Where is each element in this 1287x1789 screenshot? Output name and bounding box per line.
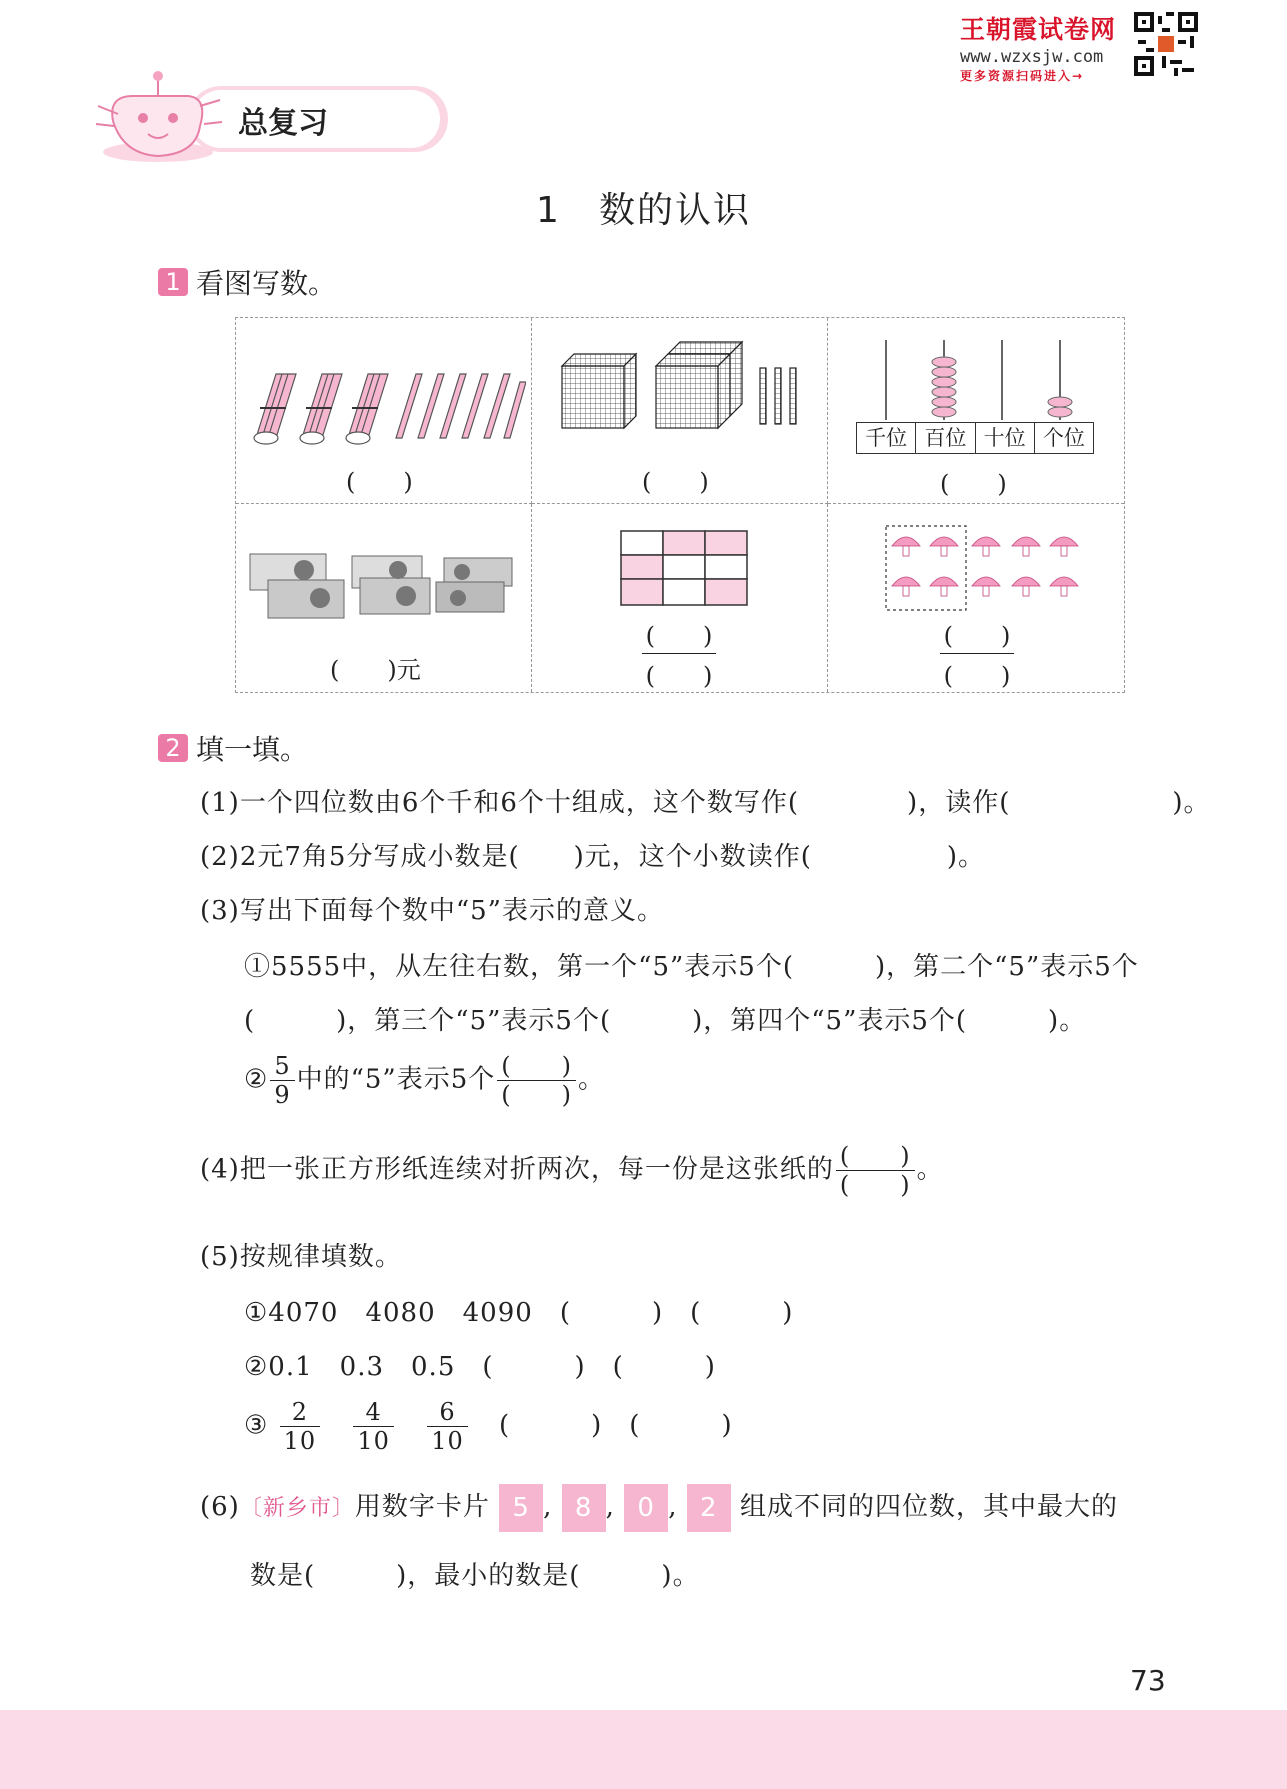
- place-label: 十位: [976, 423, 1035, 453]
- fraction-blank: [836, 1142, 915, 1199]
- digit-card: 8: [562, 1484, 606, 1532]
- numerator-blank[interactable]: ( ): [839, 1142, 911, 1170]
- digit-card: 5: [499, 1484, 543, 1532]
- q2-part4-text: (4)把一张正方形纸连续对折两次，每一份是这张纸的: [200, 1154, 834, 1185]
- fraction-five-ninths: [270, 1052, 294, 1109]
- numerator: 5: [274, 1052, 291, 1080]
- fraction: $\frac{6}{10}$: [427, 1398, 468, 1455]
- answer-blank[interactable]: ( ): [642, 468, 709, 496]
- q2-part3-a-line1: ①5555中，从左往右数，第一个“5”表示5个( )，第二个“5”表示5个: [244, 952, 1139, 982]
- denominator: 9: [274, 1081, 291, 1109]
- qr-code-icon[interactable]: [1134, 12, 1198, 76]
- chapter-title: 1 数的认识: [536, 190, 751, 231]
- place-label: 百位: [916, 423, 975, 453]
- q2-part3-b-text: 中的“5”表示5个: [296, 1064, 496, 1095]
- mascot-icon: [88, 66, 228, 166]
- base-ten-blocks-image: [560, 338, 800, 438]
- question-number: 2: [158, 734, 188, 762]
- denominator-blank[interactable]: ( ): [839, 1171, 911, 1199]
- banknotes-image: [248, 552, 524, 622]
- fraction-answer: [940, 616, 1014, 691]
- brand-name: 王朝霞试卷网: [960, 15, 1117, 44]
- cell-blocks: [532, 318, 828, 504]
- answer-blanks[interactable]: ( ) ( ): [499, 1410, 733, 1441]
- denominator-blank[interactable]: ( ): [501, 1081, 572, 1109]
- section-tab-label: 总复习: [238, 106, 328, 141]
- mushrooms-image: [884, 524, 1084, 612]
- denominator-blank[interactable]: ( ): [943, 662, 1011, 690]
- fraction-answer: [642, 616, 716, 691]
- question-number: 1: [158, 268, 188, 296]
- q2-part3-a-line2: ( )，第三个“5”表示5个( )，第四个“5”表示5个( )。: [244, 1006, 1087, 1036]
- place-label: 千位: [857, 423, 916, 453]
- place-label: 个位: [1042, 426, 1085, 450]
- q2-part3: (3)写出下面每个数中“5”表示的意义。: [200, 896, 664, 926]
- q2-part5-b: ②0.1 0.3 0.5 ( ) ( ): [244, 1352, 716, 1382]
- fraction-blank: [497, 1052, 576, 1109]
- q2-part1: (1)一个四位数由6个千和6个十组成，这个数写作( )，读作( )。: [200, 788, 1211, 818]
- q2-part5-a: ①4070 4080 4090 ( ) ( ): [244, 1298, 794, 1328]
- q2-part2: (2)2元7角5分写成小数是( )元，这个小数读作( )。: [200, 842, 986, 872]
- cell-fraction-grid: [532, 504, 828, 692]
- question-title: 看图写数。: [196, 267, 337, 300]
- fraction: $\frac{4}{10}$: [353, 1398, 394, 1455]
- question-title: 填一填。: [196, 733, 309, 766]
- region-tag: 〔新乡市〕: [239, 1496, 355, 1521]
- section-tab: [88, 80, 388, 160]
- cell-abacus: [828, 318, 1124, 504]
- denominator-blank[interactable]: ( ): [645, 662, 713, 690]
- answer-blank-yuan[interactable]: ( )元: [330, 656, 421, 684]
- q2-part5: (5)按规律填数。: [200, 1242, 402, 1272]
- picture-grid: [235, 317, 1125, 693]
- item-marker: ③: [244, 1410, 269, 1441]
- cell-mushrooms: [828, 504, 1124, 692]
- cell-sticks: [236, 318, 532, 504]
- digit-card: 0: [624, 1484, 668, 1532]
- page-number: 73: [1130, 1664, 1166, 1697]
- shaded-rectangle-image: [620, 530, 748, 606]
- numerator-blank[interactable]: ( ): [645, 622, 713, 650]
- stick-bundles-image: [246, 368, 526, 448]
- numerator-blank[interactable]: ( ): [501, 1052, 572, 1080]
- question-2-heading: [158, 728, 308, 768]
- fraction: $\frac{2}{10}$: [280, 1398, 321, 1455]
- abacus-place-labels: [856, 422, 1094, 454]
- q2-part3-b: ② $\frac{5}{9}$ 中的“5”表示5个 $\frac{( )}{( )}$ 。: [244, 1052, 606, 1109]
- q2-part5-c: [244, 1398, 733, 1455]
- brand-tip: 更多资源扫码进入→: [960, 69, 1085, 83]
- answer-blank[interactable]: ( ): [940, 470, 1007, 498]
- q2-part4: (4)把一张正方形纸连续对折两次，每一份是这张纸的 $\frac{( )}{( )}$ 。: [200, 1142, 944, 1199]
- q2-part6-line2: 数是( )，最小的数是( )。: [250, 1561, 700, 1591]
- question-1-heading: [158, 262, 336, 302]
- q2-part6: (6)〔新乡市〕用数字卡片 5 , 8 , 0 , 2 组成不同的四位数，其中最大的: [200, 1484, 1118, 1532]
- abacus-image: [856, 340, 1096, 420]
- cell-money: [236, 504, 532, 692]
- item-marker: ②: [244, 1064, 269, 1095]
- brand-url[interactable]: www.wzxsjw.com: [960, 47, 1104, 67]
- digit-card: 2: [687, 1484, 731, 1532]
- answer-blank[interactable]: ( ): [346, 468, 413, 496]
- numerator-blank[interactable]: ( ): [943, 622, 1011, 650]
- footer-band: [0, 1710, 1287, 1789]
